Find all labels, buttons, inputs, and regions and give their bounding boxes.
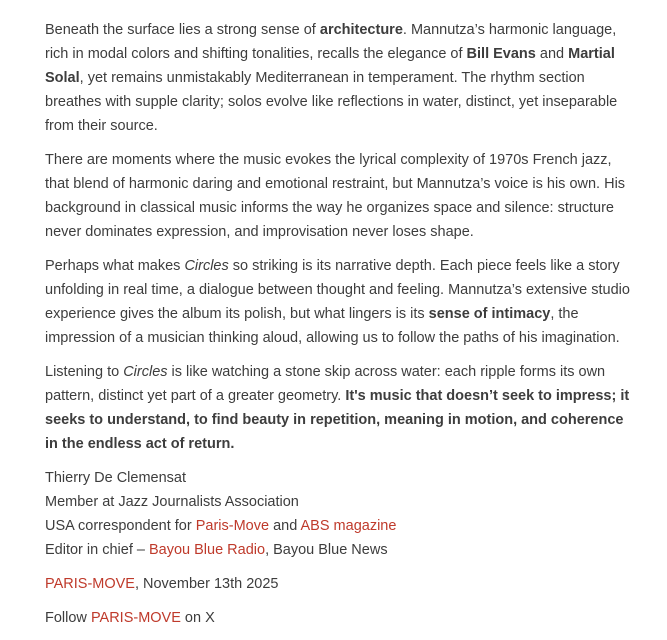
text-run: experience gives the album its polish, but what lingers is its xyxy=(45,306,429,322)
text-run: that blend of harmonic daring and emotional restraint, but Mannutza’s voice is his own. His xyxy=(45,176,626,192)
text-run: Editor in chief – xyxy=(45,542,149,558)
text-run: Solal xyxy=(45,70,80,86)
text-run: impression of a musician thinking aloud, allowing us to follow the paths of his imagination. xyxy=(45,330,620,346)
text-run: architecture xyxy=(319,22,403,38)
paragraph-french-jazz xyxy=(45,148,655,244)
text-run: and xyxy=(269,518,301,534)
paragraph-conclusion xyxy=(45,360,655,456)
text-run: unfolding in real time, a dialogue between thought and feeling. Mannutza’s extensive studio xyxy=(45,282,630,298)
text-run: rich in modal colors and shifting tonalities, recalls the elegance of xyxy=(45,46,467,62)
text-run: Beneath the surface lies a strong sense of xyxy=(45,22,320,38)
text-run: never dominates expression, and improvisation never loses shape. xyxy=(45,224,474,240)
text-run: so striking is its narrative depth. Each piece feels like a story xyxy=(228,258,620,274)
text-run: Martial xyxy=(568,46,615,62)
text-run: It's music that doesn’t seek to impress; it xyxy=(345,388,630,404)
link-abs-magazine[interactable]: ABS magazine xyxy=(300,518,397,534)
text-run: is like watching a stone skip across water: each ripple forms its own xyxy=(167,364,606,380)
text-run: Thierry De Clemensat xyxy=(45,470,187,486)
text-run: Bill Evans xyxy=(466,46,536,62)
text-run: and xyxy=(535,46,569,62)
paragraph-dateline xyxy=(45,572,655,596)
text-run: Member at Jazz Journalists Association xyxy=(45,494,299,510)
link-bayou-blue-radio[interactable]: Bayou Blue Radio xyxy=(148,542,266,558)
text-run: breathes with supple clarity; solos evolve like reflections in water, distinct, yet inseparable xyxy=(45,94,618,110)
paragraph-narrative-depth xyxy=(45,254,655,350)
text-run: pattern, distinct yet part of a greater geometry. xyxy=(45,388,346,404)
text-run: in the endless act of return. xyxy=(45,436,235,452)
text-run: seeks to understand, to find beauty in repetition, meaning in motion, and coherence xyxy=(45,412,624,428)
text-run: . Mannutza’s harmonic language, xyxy=(402,22,617,38)
text-run: on X xyxy=(180,610,215,626)
text-run: Perhaps what makes xyxy=(45,258,185,274)
text-run: sense of intimacy xyxy=(428,306,551,322)
text-run: USA correspondent for xyxy=(45,518,196,534)
text-run: , the xyxy=(550,306,579,322)
link-paris-move[interactable]: Paris-Move xyxy=(195,518,270,534)
text-run: , Bayou Blue News xyxy=(265,542,388,558)
text-run: , November 13th 2025 xyxy=(134,576,279,592)
link-paris-move[interactable]: PARIS-MOVE xyxy=(90,610,181,626)
paragraph-signature xyxy=(45,466,655,562)
text-run: There are moments where the music evokes the lyrical complexity of 1970s French jazz, xyxy=(45,152,612,168)
paragraph-follow xyxy=(45,606,655,630)
article-body xyxy=(45,18,655,640)
text-run: Listening to xyxy=(45,364,124,380)
text-run: , yet remains unmistakably Mediterranean in temperament. The rhythm section xyxy=(79,70,585,86)
text-run: from their source. xyxy=(45,118,158,134)
text-run: Circles xyxy=(184,258,229,274)
text-run: Circles xyxy=(123,364,168,380)
paragraph-architecture xyxy=(45,18,655,138)
link-paris-move[interactable]: PARIS-MOVE xyxy=(45,576,135,592)
text-run: background in classical music informs the way he organizes space and silence: structure xyxy=(45,200,614,216)
text-run: Follow xyxy=(45,610,91,626)
